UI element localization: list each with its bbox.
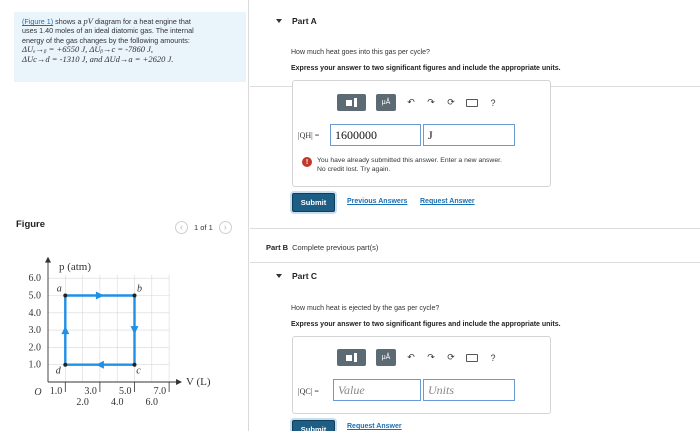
x-tick-label: 4.0 <box>110 397 124 408</box>
part-a-question: How much heat goes into this gas per cycle? <box>291 49 430 56</box>
part-c-toolbar <box>337 349 498 366</box>
y-tick-label: 1.0 <box>28 359 41 371</box>
reset-icon[interactable]: ⟳ <box>447 352 455 362</box>
caret-down-icon <box>276 19 282 23</box>
part-a-request-answer-link[interactable]: Request Answer <box>420 198 475 205</box>
part-c-question: How much heat is ejected by the gas per cycle? <box>291 305 440 312</box>
qc-units-input[interactable]: Units <box>423 379 515 401</box>
units-button[interactable]: μÅ <box>376 349 396 366</box>
y-tick-label: 4.0 <box>28 307 41 319</box>
part-a-instruction: Express your answer to two significant figures and include the appropriate units. <box>291 65 561 72</box>
qh-value-input[interactable]: 1600000 <box>330 124 421 146</box>
x-tick-label: 5.0 <box>119 386 132 397</box>
part-a-submit-button[interactable]: Submit <box>292 193 335 212</box>
undo-icon[interactable]: ↶ <box>407 352 415 362</box>
caret-down-icon <box>276 274 282 278</box>
undo-icon[interactable]: ↶ <box>407 97 415 107</box>
left-panel <box>0 0 249 431</box>
x-axis-arrow-icon <box>176 379 182 385</box>
part-c-request-answer-link[interactable]: Request Answer <box>347 423 402 430</box>
divider <box>250 262 700 263</box>
figure-link[interactable]: (Figure 1) <box>22 17 54 26</box>
state-point <box>63 363 67 367</box>
state-point <box>63 294 67 298</box>
figure-pager <box>175 221 232 234</box>
x-tick-label: 6.0 <box>145 397 159 408</box>
redo-icon[interactable]: ↷ <box>427 97 435 107</box>
x-tick-label: 3.0 <box>84 386 97 397</box>
y-tick-label: 3.0 <box>28 325 41 337</box>
pager-text: 1 of 1 <box>194 223 213 232</box>
help-icon[interactable]: ? <box>490 352 496 363</box>
state-point <box>133 294 137 298</box>
problem-line: ΔUₐ→ᵦ = +6550 J, ΔUᵦ→c = -7860 J, <box>22 44 154 55</box>
x-tick-label: 1.0 <box>49 386 63 397</box>
keyboard-icon[interactable] <box>466 99 478 107</box>
point-label-a: a <box>56 283 62 295</box>
x-tick-label: 2.0 <box>76 397 89 408</box>
problem-statement: (Figure 1) shows a pV diagram for a heat engine that uses 1.40 moles of an ideal diatomic gas. The internal energy of the gas changes by the following amounts: ΔUₐ→ᵦ = +6550 J, ΔUᵦ→c = -7860 J, ΔUc→d = -1310 J, and ΔUd→a = +2620 J. <box>14 12 246 82</box>
problem-line: ΔUc→d = -1310 J, and ΔUd→a = +2620 J. <box>22 53 174 64</box>
point-label-c: c <box>136 365 141 377</box>
part-c-answer-box <box>292 336 551 414</box>
x-axis-label: V (L) <box>186 376 211 388</box>
problem-line: energy of the gas changes by the following amounts: <box>22 35 190 45</box>
part-b-header: Part B Complete previous part(s) <box>266 243 379 252</box>
qh-label: |QH| = <box>298 131 320 140</box>
y-tick-label: 2.0 <box>28 342 41 354</box>
qc-label: |QC| = <box>298 387 319 396</box>
divider <box>250 228 700 229</box>
y-tick-label: 6.0 <box>28 273 41 285</box>
y-axis-arrow-icon <box>45 257 51 263</box>
qh-units-input[interactable]: J <box>423 124 515 146</box>
previous-answers-link[interactable]: Previous Answers <box>347 198 408 205</box>
origin-label: O <box>34 387 42 398</box>
part-a-header[interactable]: Part A <box>276 16 317 26</box>
pv-diagram <box>0 243 249 423</box>
templates-icon[interactable] <box>337 349 366 366</box>
part-c-submit-button[interactable]: Submit <box>292 420 335 431</box>
alert-icon: ! <box>302 157 312 167</box>
part-a-toolbar <box>337 94 498 111</box>
templates-icon[interactable] <box>337 94 366 111</box>
qc-value-input[interactable]: Value <box>333 379 421 401</box>
point-label-d: d <box>55 365 61 377</box>
figure-label: Figure <box>16 219 46 230</box>
reset-icon[interactable]: ⟳ <box>447 97 455 107</box>
chevron-left-icon[interactable]: ‹ <box>175 221 188 234</box>
chevron-right-icon[interactable]: › <box>219 221 232 234</box>
help-icon[interactable]: ? <box>490 97 496 108</box>
redo-icon[interactable]: ↷ <box>427 352 435 362</box>
part-a-warning: ! You have already submitted this answer. Enter a new answer. No credit lost. Try again. <box>302 156 502 174</box>
y-axis-label: p (atm) <box>58 261 92 274</box>
point-label-b: b <box>137 283 142 295</box>
part-c-header[interactable]: Part C <box>276 271 317 281</box>
part-c-instruction: Express your answer to two significant figures and include the appropriate units. <box>291 321 561 328</box>
keyboard-icon[interactable] <box>466 354 478 362</box>
problem-line: uses 1.40 moles of an ideal diatomic gas. The internal <box>22 26 194 36</box>
x-tick-label: 7.0 <box>153 386 167 397</box>
units-button[interactable]: μÅ <box>376 94 396 111</box>
y-tick-label: 5.0 <box>28 290 41 302</box>
